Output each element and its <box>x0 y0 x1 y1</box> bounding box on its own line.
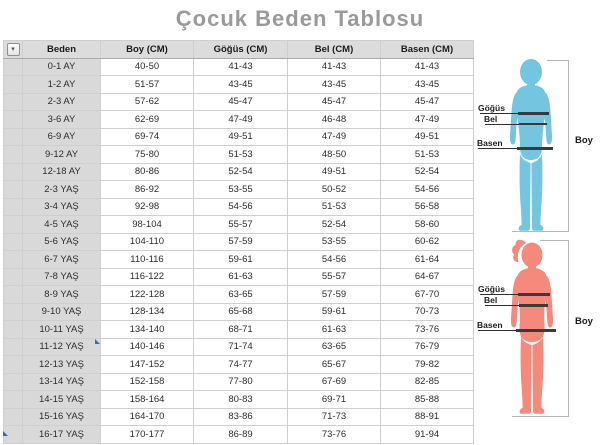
value-cell: 45-47 <box>288 93 381 111</box>
value-cell: 74-77 <box>194 356 288 374</box>
row-spacer-cell <box>4 233 23 251</box>
size-label-cell: 11-12 YAŞ <box>23 338 101 356</box>
value-cell: 91-94 <box>381 426 474 444</box>
value-cell: 98-104 <box>101 216 194 234</box>
row-spacer-cell <box>4 111 23 129</box>
column-header-gogus: Göğüs (CM) <box>194 41 288 59</box>
size-table-body <box>4 58 474 443</box>
size-label-cell: 12-13 YAŞ <box>23 356 101 374</box>
table-row <box>4 58 474 76</box>
girl-height-bracket <box>568 240 569 417</box>
value-cell: 51-53 <box>381 146 474 164</box>
girl-silhouette <box>502 239 560 417</box>
value-cell: 51-53 <box>288 198 381 216</box>
size-label-cell: 9-10 YAŞ <box>23 303 101 321</box>
value-cell: 55-57 <box>194 216 288 234</box>
girl-height-bracket-bottom <box>512 416 568 417</box>
value-cell: 75-80 <box>101 146 194 164</box>
value-cell: 164-170 <box>101 408 194 426</box>
row-spacer-cell <box>4 251 23 269</box>
value-cell: 56-58 <box>381 198 474 216</box>
value-cell: 63-65 <box>194 286 288 304</box>
value-cell: 85-88 <box>381 391 474 409</box>
value-cell: 80-86 <box>101 163 194 181</box>
size-label-cell: 0-1 AY <box>23 58 101 76</box>
table-row <box>4 286 474 304</box>
value-cell: 170-177 <box>101 426 194 444</box>
table-row <box>4 391 474 409</box>
table-row <box>4 338 474 356</box>
table-row <box>4 181 474 199</box>
row-spacer-cell <box>4 146 23 164</box>
size-label-cell: 6-9 AY <box>23 128 101 146</box>
value-cell: 59-61 <box>288 303 381 321</box>
value-cell: 43-45 <box>194 76 288 94</box>
row-spacer-cell <box>4 286 23 304</box>
value-cell: 63-65 <box>288 338 381 356</box>
value-cell: 73-76 <box>288 426 381 444</box>
table-row <box>4 111 474 129</box>
chevron-down-icon: ▾ <box>11 45 15 53</box>
value-cell: 61-63 <box>194 268 288 286</box>
value-cell: 45-47 <box>381 93 474 111</box>
size-label-cell: 15-16 YAŞ <box>23 408 101 426</box>
value-cell: 134-140 <box>101 321 194 339</box>
row-spacer-cell <box>4 373 23 391</box>
table-row <box>4 303 474 321</box>
size-label-cell: 12-18 AY <box>23 163 101 181</box>
table-row <box>4 128 474 146</box>
size-label-cell: 4-5 YAŞ <box>23 216 101 234</box>
girl-waist-label: Bel <box>484 295 498 305</box>
column-header-bel: Bel (CM) <box>288 41 381 59</box>
girl-chest-measure-line <box>518 293 550 296</box>
value-cell: 65-68 <box>194 303 288 321</box>
value-cell: 82-85 <box>381 373 474 391</box>
value-cell: 47-49 <box>194 111 288 129</box>
table-row <box>4 408 474 426</box>
value-cell: 70-73 <box>381 303 474 321</box>
value-cell: 122-128 <box>101 286 194 304</box>
filter-cell <box>4 41 23 59</box>
value-cell: 41-43 <box>381 58 474 76</box>
value-cell: 51-57 <box>101 76 194 94</box>
value-cell: 47-49 <box>381 111 474 129</box>
boy-height-bracket <box>568 60 569 232</box>
value-cell: 49-51 <box>288 163 381 181</box>
table-row <box>4 146 474 164</box>
girl-chest-label: Göğüs <box>478 284 505 294</box>
size-label-cell: 16-17 YAŞ <box>23 426 101 444</box>
value-cell: 64-67 <box>381 268 474 286</box>
value-cell: 61-64 <box>381 251 474 269</box>
value-cell: 51-53 <box>194 146 288 164</box>
row-spacer-cell <box>4 76 23 94</box>
row-spacer-cell <box>4 58 23 76</box>
value-cell: 57-59 <box>288 286 381 304</box>
size-label-cell: 6-7 YAŞ <box>23 251 101 269</box>
boy-silhouette <box>502 59 560 232</box>
value-cell: 48-50 <box>288 146 381 164</box>
value-cell: 73-76 <box>381 321 474 339</box>
girl-hips-label: Basen <box>477 320 503 330</box>
row-spacer-cell <box>4 408 23 426</box>
size-label-cell: 2-3 AY <box>23 93 101 111</box>
value-cell: 52-54 <box>381 163 474 181</box>
girl-height-label: Boy <box>575 316 593 327</box>
girl-hips-measure-line <box>516 329 556 332</box>
row-spacer-cell <box>4 338 23 356</box>
girl-waist-measure-line <box>519 304 548 307</box>
value-cell: 88-91 <box>381 408 474 426</box>
value-cell: 57-59 <box>194 233 288 251</box>
value-cell: 65-67 <box>288 356 381 374</box>
boy-height-bracket-top <box>547 60 568 61</box>
value-cell: 43-45 <box>381 76 474 94</box>
column-header-basen: Basen (CM) <box>381 41 474 59</box>
row-spacer-cell <box>4 216 23 234</box>
value-cell: 57-62 <box>101 93 194 111</box>
table-row <box>4 233 474 251</box>
row-spacer-cell <box>4 163 23 181</box>
value-cell: 45-47 <box>194 93 288 111</box>
row-spacer-cell <box>4 93 23 111</box>
value-cell: 147-152 <box>101 356 194 374</box>
size-label-cell: 5-6 YAŞ <box>23 233 101 251</box>
value-cell: 50-52 <box>288 181 381 199</box>
girl-height-bracket-top <box>540 240 568 241</box>
value-cell: 52-54 <box>288 216 381 234</box>
value-cell: 54-56 <box>194 198 288 216</box>
boy-waist-measure-line <box>519 123 547 126</box>
value-cell: 140-146 <box>101 338 194 356</box>
value-cell: 43-45 <box>288 76 381 94</box>
page-title: Çocuk Beden Tablosu <box>175 6 425 31</box>
value-cell: 46-48 <box>288 111 381 129</box>
cell-marker-icon <box>95 339 100 344</box>
size-table <box>3 40 474 444</box>
value-cell: 69-74 <box>101 128 194 146</box>
table-row <box>4 373 474 391</box>
cell-marker-icon <box>3 431 8 436</box>
value-cell: 59-61 <box>194 251 288 269</box>
size-label-cell: 3-4 YAŞ <box>23 198 101 216</box>
value-cell: 77-80 <box>194 373 288 391</box>
value-cell: 60-62 <box>381 233 474 251</box>
size-label-cell: 10-11 YAŞ <box>23 321 101 339</box>
value-cell: 110-116 <box>101 251 194 269</box>
value-cell: 152-158 <box>101 373 194 391</box>
value-cell: 80-83 <box>194 391 288 409</box>
header-row <box>4 41 474 59</box>
boy-hips-measure-line <box>517 147 553 150</box>
size-label-cell: 13-14 YAŞ <box>23 373 101 391</box>
boy-waist-label: Bel <box>484 113 498 124</box>
value-cell: 53-55 <box>288 233 381 251</box>
value-cell: 49-51 <box>194 128 288 146</box>
boy-chest-label: Göğüs <box>478 103 505 113</box>
table-row <box>4 198 474 216</box>
value-cell: 86-89 <box>194 426 288 444</box>
row-spacer-cell <box>4 391 23 409</box>
value-cell: 71-74 <box>194 338 288 356</box>
row-spacer-cell <box>4 356 23 374</box>
filter-dropdown-button[interactable] <box>7 43 20 56</box>
value-cell: 53-55 <box>194 181 288 199</box>
value-cell: 61-63 <box>288 321 381 339</box>
table-row <box>4 426 474 444</box>
value-cell: 104-110 <box>101 233 194 251</box>
row-spacer-cell <box>4 268 23 286</box>
table-row <box>4 93 474 111</box>
value-cell: 40-50 <box>101 58 194 76</box>
row-spacer-cell <box>4 321 23 339</box>
boy-hips-label: Basen <box>477 138 503 148</box>
value-cell: 55-57 <box>288 268 381 286</box>
table-row <box>4 251 474 269</box>
size-label-cell: 2-3 YAŞ <box>23 181 101 199</box>
size-label-cell: 7-8 YAŞ <box>23 268 101 286</box>
value-cell: 116-122 <box>101 268 194 286</box>
table-row <box>4 321 474 339</box>
value-cell: 68-71 <box>194 321 288 339</box>
value-cell: 71-73 <box>288 408 381 426</box>
table-row <box>4 76 474 94</box>
value-cell: 41-43 <box>194 58 288 76</box>
boy-height-label: Boy <box>575 135 593 146</box>
table-row <box>4 356 474 374</box>
value-cell: 67-69 <box>288 373 381 391</box>
value-cell: 41-43 <box>288 58 381 76</box>
column-header-boy: Boy (CM) <box>101 41 194 59</box>
value-cell: 128-134 <box>101 303 194 321</box>
value-cell: 69-71 <box>288 391 381 409</box>
row-spacer-cell <box>4 181 23 199</box>
size-label-cell: 8-9 YAŞ <box>23 286 101 304</box>
value-cell: 79-82 <box>381 356 474 374</box>
column-header-beden: Beden <box>23 41 101 59</box>
value-cell: 49-51 <box>381 128 474 146</box>
value-cell: 92-98 <box>101 198 194 216</box>
value-cell: 54-56 <box>288 251 381 269</box>
value-cell: 83-86 <box>194 408 288 426</box>
value-cell: 54-56 <box>381 181 474 199</box>
boy-height-bracket-bottom <box>512 231 568 232</box>
table-row <box>4 163 474 181</box>
value-cell: 86-92 <box>101 181 194 199</box>
size-label-cell: 1-2 AY <box>23 76 101 94</box>
row-spacer-cell <box>4 303 23 321</box>
value-cell: 52-54 <box>194 163 288 181</box>
boy-chest-measure-line <box>518 112 549 115</box>
size-label-cell: 3-6 AY <box>23 111 101 129</box>
value-cell: 158-164 <box>101 391 194 409</box>
row-spacer-cell <box>4 128 23 146</box>
size-label-cell: 14-15 YAŞ <box>23 391 101 409</box>
table-row <box>4 216 474 234</box>
value-cell: 67-70 <box>381 286 474 304</box>
table-row <box>4 268 474 286</box>
value-cell: 62-69 <box>101 111 194 129</box>
value-cell: 58-60 <box>381 216 474 234</box>
row-spacer-cell <box>4 198 23 216</box>
size-label-cell: 9-12 AY <box>23 146 101 164</box>
value-cell: 76-79 <box>381 338 474 356</box>
value-cell: 47-49 <box>288 128 381 146</box>
